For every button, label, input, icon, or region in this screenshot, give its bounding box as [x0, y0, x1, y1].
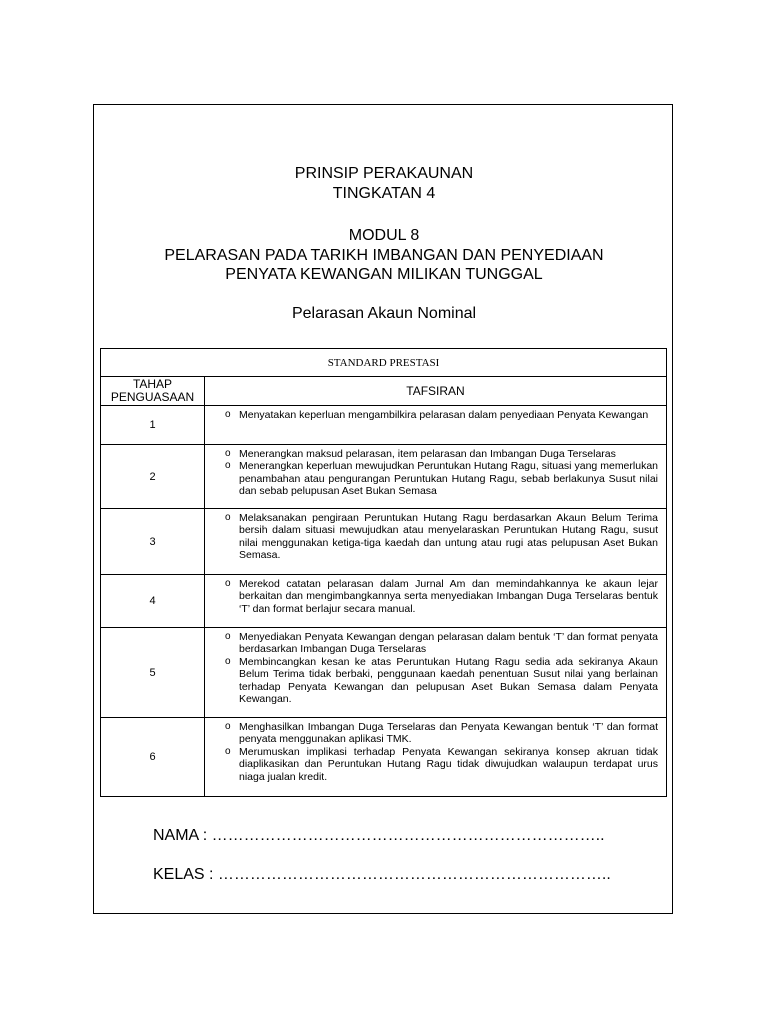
description-cell — [205, 628, 667, 718]
column-header-level — [101, 377, 205, 406]
level-cell: 6 — [101, 718, 205, 797]
table-row — [101, 628, 667, 718]
level-cell: 1 — [101, 406, 205, 445]
bullet-icon: o — [225, 631, 231, 642]
column-header-description: TAFSIRAN — [205, 377, 667, 406]
topic-title: Pelarasan Akaun Nominal — [291, 305, 477, 322]
description-cell — [205, 406, 667, 445]
description-item: o Merekod catatan pelarasan dalam Jurnal Am dan memindahkannya ke akaun lejar berkaitan dan mengimbangkannya serta menyediakan Imbangan Duga Terselaras bentuk ‘T’ dan format berlajur secara manual. — [225, 578, 658, 615]
description-item: o Menyatakan keperluan mengambilkira pelarasan dalam penyediaan Penyata Kewangan — [225, 409, 649, 421]
bullet-icon: o — [225, 409, 231, 420]
column-header-level-line1: TAHAP — [132, 377, 173, 391]
bullet-icon: o — [225, 448, 231, 459]
description-item: o Melaksanakan pengiraan Peruntukan Hutang Ragu berdasarkan Akaun Belum Terima bersih dalam situasi mewujudkan atau menyelaraskan Peruntukan Hutang Ragu, susut nilai menggunakan ketiga-tiga kaedah dan untung atau rugi atas pelupusan Aset Bukan Semasa. — [225, 512, 658, 562]
description-item: o Menerangkan maksud pelarasan, item pelarasan dan Imbangan Duga Terselaras — [225, 448, 616, 460]
table-row — [101, 509, 667, 575]
level-title: TINGKATAN 4 — [332, 185, 436, 202]
performance-standard-table — [100, 348, 667, 797]
class-field[interactable]: KELAS : ……………………………………………………………….. — [153, 866, 611, 883]
module-number: MODUL 8 — [348, 227, 420, 244]
description-cell — [205, 509, 667, 575]
description-item: o Membincangkan kesan ke atas Peruntukan Hutang Ragu sedia ada sekiranya Akaun Belum Terima tidak berbaki, penggunaan kaedah penentuan Susut nilai yang berlainan terhadap Penyata Kewangan dan pelupusan Aset Bukan Semasa dalam Penyata Kewangan. — [225, 655, 658, 706]
bullet-icon: o — [225, 460, 231, 472]
table-row — [101, 575, 667, 628]
level-cell: 4 — [101, 575, 205, 628]
level-cell: 5 — [101, 628, 205, 718]
description-cell — [205, 575, 667, 628]
table-row — [101, 718, 667, 797]
module-title-line1: PELARASAN PADA TARIKH IMBANGAN DAN PENYEDIAAN — [164, 247, 604, 264]
description-item: o Menghasilkan Imbangan Duga Terselaras dan Penyata Kewangan bentuk ‘T’ dan format penyata menggunakan aplikasi TMK. — [225, 721, 658, 746]
description-item: o Menerangkan keperluan mewujudkan Peruntukan Hutang Ragu, situasi yang memerlukan penambahan atau pengurangan Peruntukan Hutang Ragu, sebab berlakunya Susut nilai dan sebab pelupusan Aset Bukan Semasa — [225, 460, 658, 498]
table-row — [101, 445, 667, 509]
bullet-icon: o — [225, 578, 231, 589]
description-cell — [205, 445, 667, 509]
bullet-icon: o — [225, 745, 231, 757]
level-cell: 3 — [101, 509, 205, 575]
bullet-icon: o — [225, 512, 231, 523]
bullet-icon: o — [225, 655, 231, 667]
module-title-line2: PENYATA KEWANGAN MILIKAN TUNGGAL — [225, 266, 543, 283]
table-title: STANDARD PRESTASI — [101, 349, 667, 377]
level-cell: 2 — [101, 445, 205, 509]
table-row — [101, 406, 667, 445]
description-item: o Merumuskan implikasi terhadap Penyata Kewangan sekiranya konsep akruan tidak diaplikasikan dan Peruntukan Hutang Ragu tidak diwujudkan walaupun terdapat urus niaga jualan kredit. — [225, 745, 658, 783]
bullet-icon: o — [225, 721, 231, 732]
subject-title: PRINSIP PERAKAUNAN — [294, 165, 474, 182]
description-item: o Menyediakan Penyata Kewangan dengan pelarasan dalam bentuk ‘T’ dan format penyata berdasarkan Imbangan Duga Terselaras — [225, 631, 658, 656]
column-header-level-line2: PENGUASAAN — [110, 390, 195, 404]
description-cell — [205, 718, 667, 797]
name-field[interactable]: NAMA : ……………………………………………………………….. — [153, 827, 605, 844]
